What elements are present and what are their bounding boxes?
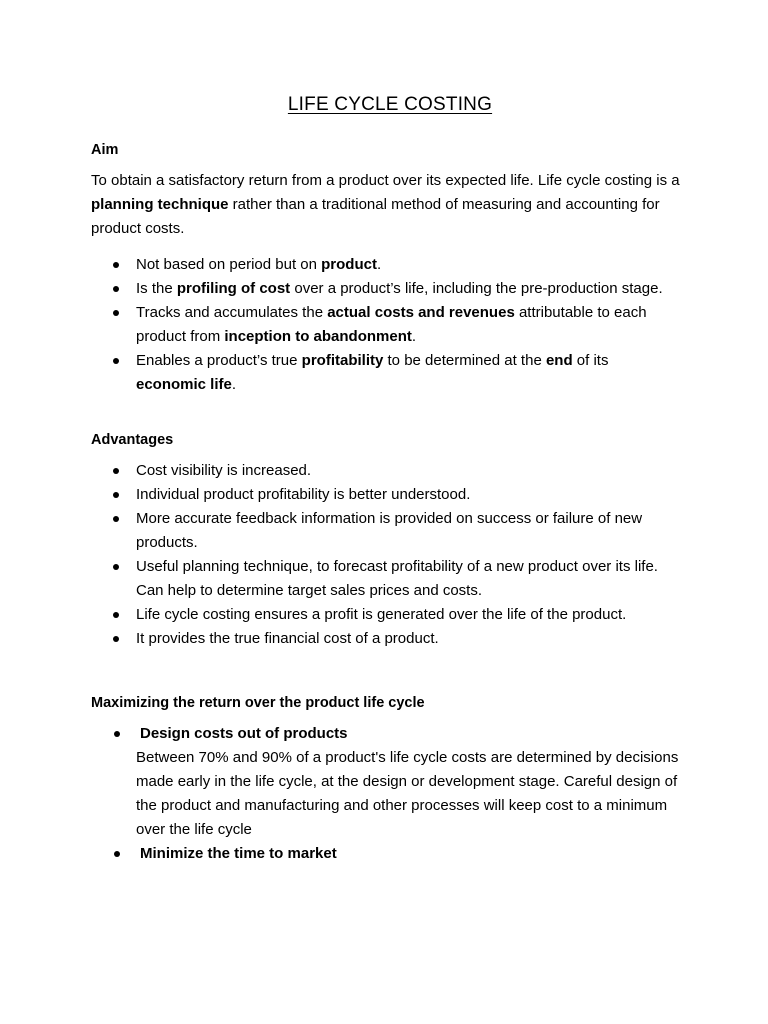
list-item	[91, 722, 681, 842]
document-title: LIFE CYCLE COSTING	[287, 94, 493, 115]
aim-heading: Aim	[91, 142, 119, 158]
maximizing-list	[91, 722, 681, 866]
list-item: Enables a product’s true profitability to be determined at the end of its economic life.	[91, 349, 681, 397]
maximizing-heading: Maximizing the return over the product life cycle	[91, 695, 425, 711]
list-item-title: Minimize the time to market	[140, 845, 337, 862]
list-item: Cost visibility is increased.	[91, 459, 681, 483]
list-item: Individual product profitability is better understood.	[91, 483, 681, 507]
list-item: More accurate feedback information is provided on success or failure of new products.	[91, 507, 681, 555]
aim-intro: To obtain a satisfactory return from a product over its expected life. Life cycle costing is a planning technique rather than a traditional method of measuring and accounting for product costs.	[91, 172, 680, 237]
list-item-title: Design costs out of products	[140, 725, 348, 742]
list-item	[91, 842, 681, 866]
document-page	[91, 94, 681, 866]
list-item: Useful planning technique, to forecast profitability of a new product over its life. Can help to determine target sales prices and costs.	[91, 555, 681, 603]
list-item: Tracks and accumulates the actual costs and revenues attributable to each product from inception to abandonment.	[91, 301, 681, 349]
advantages-list	[91, 459, 681, 651]
advantages-heading: Advantages	[91, 432, 174, 448]
list-item: Is the profiling of cost over a product’s life, including the pre-production stage.	[91, 277, 681, 301]
list-item: Life cycle costing ensures a profit is generated over the life of the product.	[91, 603, 681, 627]
list-item: It provides the true financial cost of a product.	[91, 627, 681, 651]
aim-list	[91, 253, 681, 397]
list-item-body: Between 70% and 90% of a product's life cycle costs are determined by decisions made early in the life cycle, at the design or development stage. Careful design of the product and manufacturing and other processes will keep cost to a minimum over the life cycle	[136, 749, 679, 838]
list-item: Not based on period but on product.	[91, 253, 681, 277]
